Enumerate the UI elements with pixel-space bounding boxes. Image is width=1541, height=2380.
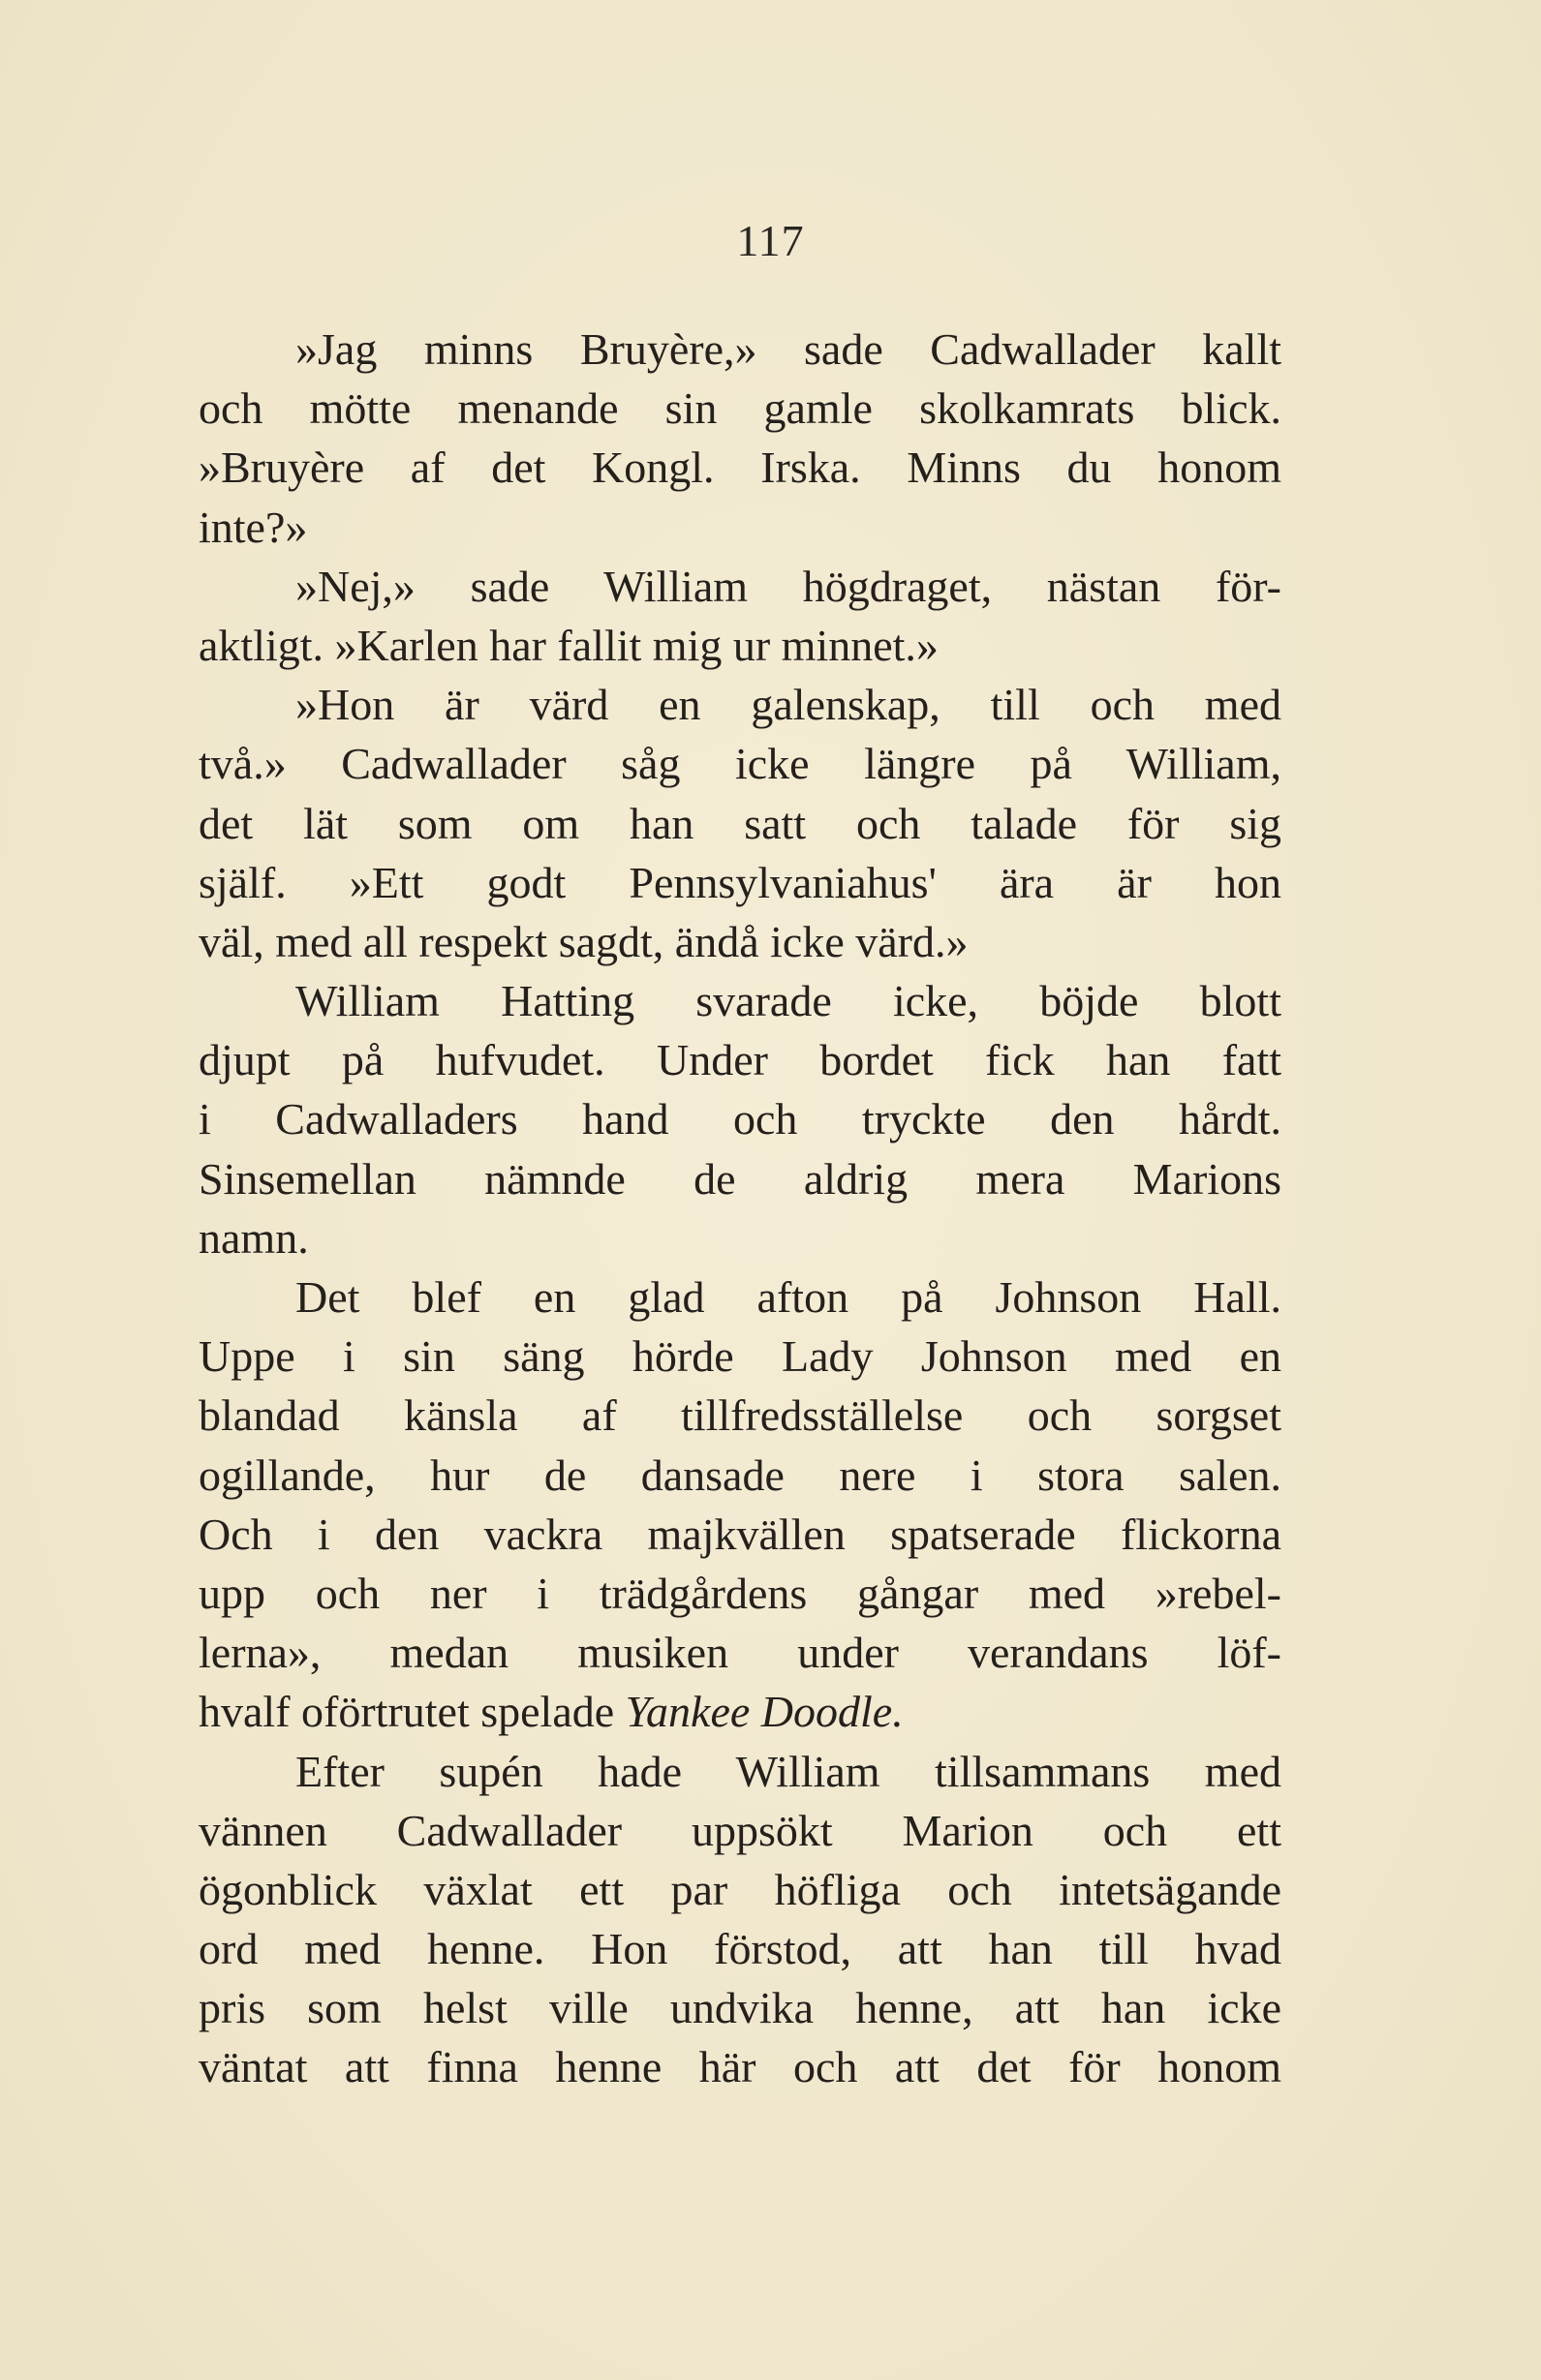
text-line: Efter supén hade William tillsammans med — [295, 1746, 1281, 1796]
text-line: William Hatting svarade icke, böjde blott — [295, 976, 1281, 1026]
text-line: namn. — [199, 1212, 309, 1263]
text-line-italic: Yankee Doodle. — [625, 1687, 904, 1737]
text-line: blandad känsla af tillfredsställelse och sorgset — [199, 1390, 1281, 1441]
text-line: själf. »Ett godt Pennsylvaniahus' ära är hon — [199, 857, 1281, 907]
text-line: ögonblick växlat ett par höfliga och intetsägande — [199, 1864, 1281, 1914]
text-line: två.» Cadwallader såg icke längre på William, — [199, 739, 1281, 789]
text-line: ord med henne. Hon förstod, att han till hvad — [199, 1924, 1281, 1974]
text-line: lerna», medan musiken under verandans löf- — [199, 1628, 1281, 1678]
text-line: Och i den vackra majkvällen spatserade flickorna — [199, 1509, 1281, 1559]
text-line: vännen Cadwallader uppsökt Marion och ett — [199, 1805, 1281, 1855]
text-line: Det blef en glad afton på Johnson Hall. — [295, 1272, 1281, 1322]
text-line: »Hon är värd en galenskap, till och med — [295, 680, 1281, 730]
text-line — [199, 1682, 1281, 1741]
text-line-plain: hvalf oförtrutet spelade — [199, 1687, 626, 1737]
text-line: »Bruyère af det Kongl. Irska. Minns du honom — [199, 442, 1281, 493]
body-text — [199, 320, 1281, 2097]
text-line: »Jag minns Bruyère,» sade Cadwallader kallt — [295, 324, 1281, 374]
text-line: inte?» — [199, 502, 308, 552]
text-line: »Nej,» sade William högdraget, nästan för- — [295, 561, 1281, 611]
text-line: aktligt. »Karlen har fallit mig ur minnet.» — [199, 620, 939, 670]
text-line: Uppe i sin säng hörde Lady Johnson med en — [199, 1331, 1281, 1382]
text-line: i Cadwalladers hand och tryckte den hårdt. — [199, 1094, 1281, 1144]
text-line: upp och ner i trädgårdens gångar med »rebel- — [199, 1568, 1281, 1618]
text-line: pris som helst ville undvika henne, att han icke — [199, 1983, 1281, 2033]
text-line: väntat att finna henne här och att det för honom — [199, 2042, 1281, 2092]
page-number: 117 — [736, 216, 805, 265]
text-line: väl, med all respekt sagdt, ändå icke värd.» — [199, 916, 969, 966]
text-line: Sinsemellan nämnde de aldrig mera Marions — [199, 1153, 1281, 1204]
text-line: och mötte menande sin gamle skolkamrats blick. — [199, 383, 1281, 434]
text-line: ogillande, hur de dansade nere i stora salen. — [199, 1449, 1281, 1500]
text-line: djupt på hufvudet. Under bordet fick han fatt — [199, 1035, 1281, 1085]
text-line: det lät som om han satt och talade för sig — [199, 798, 1281, 848]
